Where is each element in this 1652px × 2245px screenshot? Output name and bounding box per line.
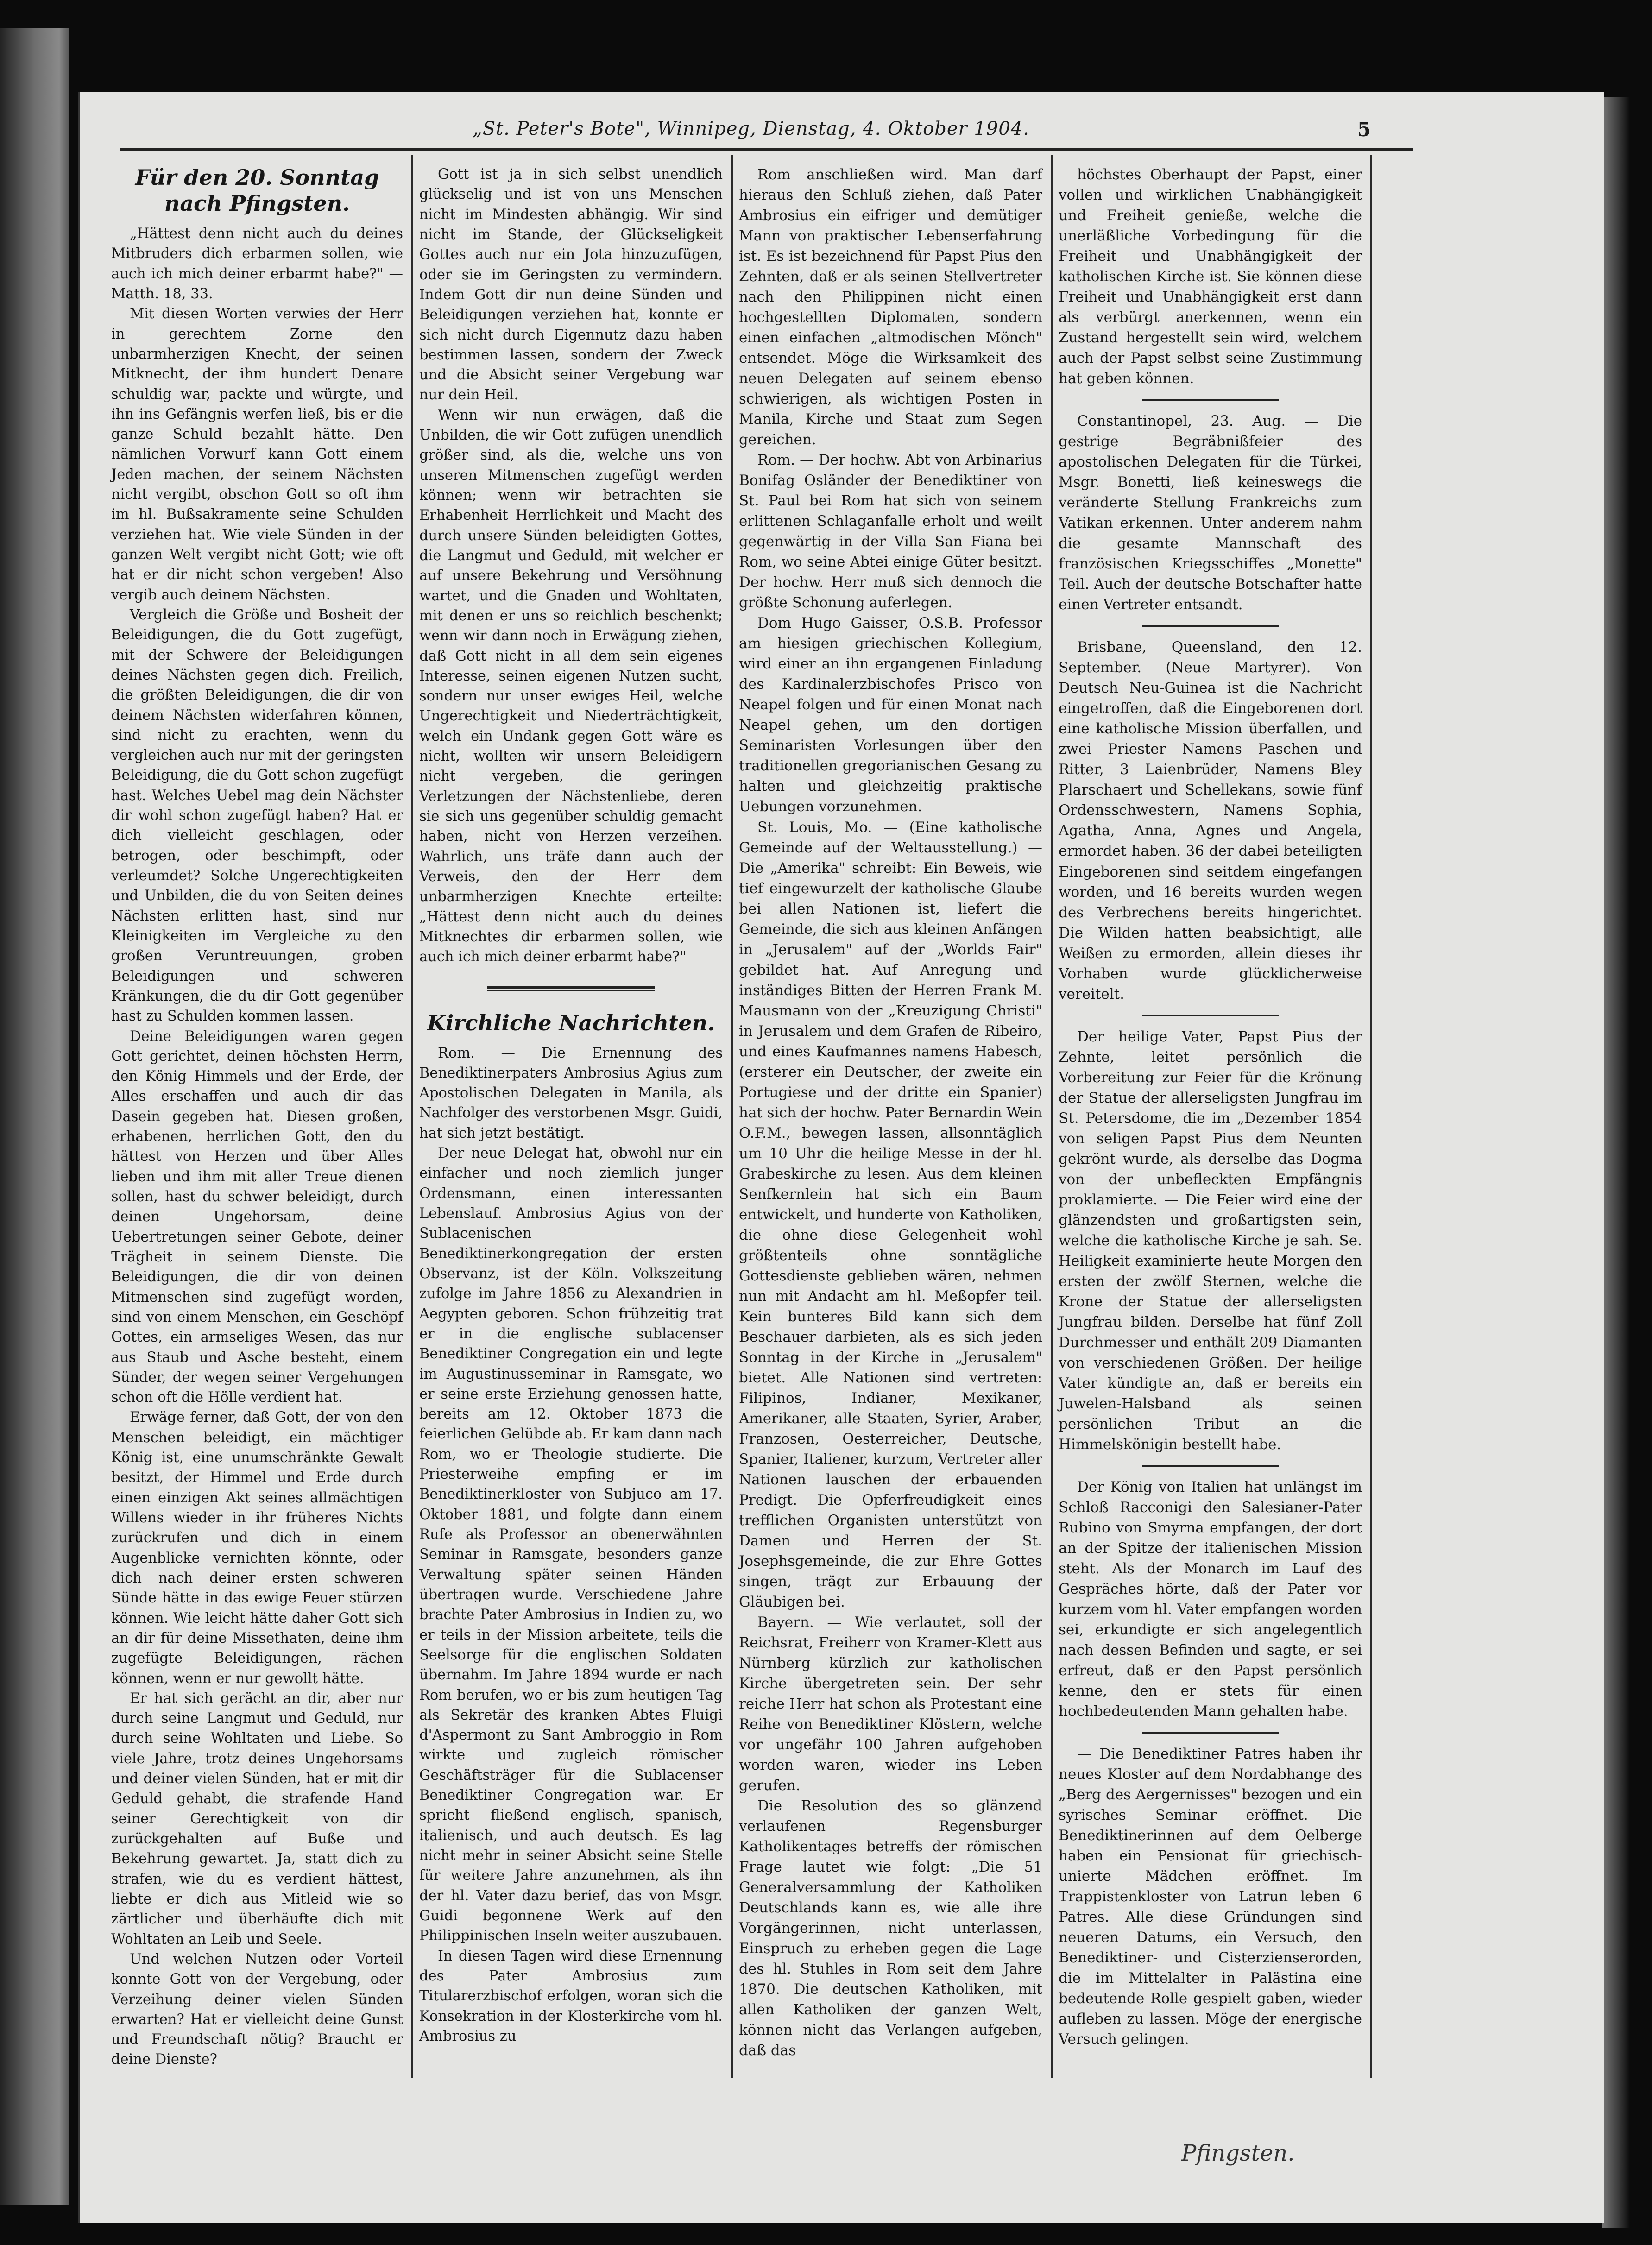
sermon-body: [111, 224, 403, 2070]
item-divider: [1142, 1732, 1279, 1734]
article-paragraph: Die Resolution des so glänzend verlaufenen Regensburger Katholikentages betreffs der römischen Frage lautet wie folgt: „Die 51 Generalversammlung der Katholiken Deutschlands kann es, wie alle ihre Vorgängerinnen, nicht unterlassen, Einspruch zu erheben gegen die Lage des hl. Stuhles in Rom seit dem Jahre 1870. Die deutschen Katholiken, mit allen Katholiken der ganzen Welt, können nicht das Verlangen aufgeben, daß das: [739, 1797, 1042, 2059]
page-number: 5: [1357, 118, 1371, 141]
article-paragraph: Der König von Italien hat unlängst im Schloß Racconigi den Salesianer-Pater Rubino von Smyrna empfangen, der dort an der Spitze der italienischen Mission steht. Als der Monarch im Lauf des Gespräches hörte, daß der Pater vor kurzem vom hl. Vater empfangen worden sei, erkundigte er sich angelegentlich nach dessen Befinden und sagte, er sei erfreut, daß er den Papst persönlich kenne, den er stets für einen hochbedeutenden Mann gehalten habe.: [1059, 1478, 1362, 1720]
column-2: [419, 164, 723, 2046]
column-divider: [731, 155, 733, 2078]
article-paragraph: Erwäge ferner, daß Gott, der von den Menschen beleidigt, ein mächtiger König ist, eine unumschränkte Gewalt besitzt, der Himmel und Erde durch einen einzigen Akt seines allmächtigen Willens wieder in ihr früheres Nichts zurückrufen und dich in einem Augenblicke vernichten könnte, oder dich nach deiner ersten schweren Sünde hätte in das ewige Feuer stürzen können. Wie leicht hätte daher Gott sich an dir für deine Missethaten, deine ihm zugefügte Beleidigungen, rächen können, wenn er nur gewollt hätte.: [111, 1409, 403, 1687]
column-divider: [411, 155, 413, 2078]
page-edge-shadow: [1602, 97, 1630, 2228]
news-item: [1059, 1477, 1362, 1722]
article-paragraph: Brisbane, Queensland, den 12. September. (Neue Martyrer). Von Deutsch Neu-Guinea ist die Nachricht eingetroffen, daß die Eingeborenen dort eine katholische Mission überfallen, und zwei Priester Namens Paschen und Ritter, 3 Laienbrüder, Namens Bley Plarschaert und Schellekans, sowie fünf Ordensschwestern, Namens Sophia, Agatha, Anna, Agnes und Angela, ermordet haben. 36 der dabei beteiligten Eingeborenen sind seitdem eingefangen worden, und 16 bereits wurden wegen des Verbrechens bereits hingerichtet. Die Wilden hatten beabsichtigt, alle Weißen zu ermorden, allein dieses ihr Vorhaben wurde glücklicherweise vereitelt.: [1059, 639, 1362, 1003]
item-divider: [1142, 625, 1279, 627]
news-item: [1059, 1744, 1362, 2050]
article-paragraph: Rom. — Der hochw. Abt von Arbinarius Bonifag Osländer der Benediktiner von St. Paul bei Rom hat sich von seinem erlittenen Schlaganfalle erholt und weilt gegenwärtig in der Villa San Fiana bei Rom, wo seine Abtei einige Güter besitzt. Der hochw. Herr muß sich dennoch die größte Schonung auferlegen.: [739, 452, 1042, 612]
article-paragraph: Bayern. — Wie verlautet, soll der Reichsrat, Freiherr von Kramer-Klett aus Nürnberg kürzlich zur katholischen Kirche übergetreten sein. Der sehr reiche Herr hat schon als Protestant eine Reihe von Benediktiner Klöstern, welche vor ungefähr 100 Jahren aufgehoben worden waren, wieder ins Leben gerufen.: [739, 1614, 1042, 1794]
header-rule: [120, 148, 1413, 151]
article-paragraph: Wenn wir nun erwägen, daß die Unbilden, die wir Gott zufügen unendlich größer sind, als die, welche uns von unseren Mitmenschen zugefügt werden können; wenn wir betrachten sie Erhabenheit Herrlichkeit und Macht des durch unsere Sünden beleidigten Gottes, die Langmut und Geduld, mit welcher er auf unsere Bekehrung und Versöhnung wartet, und die Gnaden und Wohltaten, mit denen er uns so reichlich beschenkt; wenn wir dann noch in Erwägung ziehen, daß Gott nicht in all dem sein eigenes Interesse, seinen eigenen Nutzen sucht, sondern nur unser ewiges Heil, welche Ungerechtigkeit und Niederträchtigkeit, welch ein Undank gegen Gott wäre es nicht, wollten wir unsern Beleidigern nicht vergeben, die geringen Verletzungen der Nächstenliebe, deren sie sich uns gegenüber schuldig gemacht haben, nicht von Herzen verzeihen. Wahrlich, uns träfe dann auch der Verweis, den der Herr dem unbarmherzigen Knechte erteilte: „Hättest denn nicht auch du deines Mitknechtes dir erbarmen sollen, wie auch ich mich deiner erbarmt habe?": [419, 407, 723, 965]
article-paragraph: höchstes Oberhaupt der Papst, einer vollen und wirklichen Unabhängigkeit und Freiheit genieße, welche die unerläßliche Vorbedingung für die Freiheit und Unabhängigkeit der katholischen Kirche ist. Sie können diese Freiheit und Unabhängigkeit erst dann als verbürgt anerkennen, wenn ein Zustand hergestellt sein wird, welchem auch der Papst selbst seine Zustimmung hat geben können.: [1059, 166, 1362, 387]
column-4: [1059, 164, 1362, 2050]
article-paragraph: Der neue Delegat hat, obwohl nur ein einfacher und noch ziemlich junger Ordensmann, einen interessanten Lebenslauf. Ambrosius Agius von der Sublacenischen Benediktinerkongregation der ersten Observanz, ist der Köln. Volkszeitung zufolge im Jahre 1856 zu Alexandrien in Aegypten geboren. Schon frühzeitig trat er in die englische sublacenser Benediktiner Congregation ein und legte im Augustinusseminar in Ramsgate, wo er seine erste Erziehung genossen hatte, bereits am 12. Oktober 1873 die feierlichen Gelübde ab. Er kam dann nach Rom, wo er Theologie studierte. Die Priesterweihe empfing er im Benediktinerkloster von Subjuco am 17. Oktober 1881, und folgte dann einem Rufe als Professor an obenerwähnten Seminar in Ramsgate, besonders ganze Verwaltung später seinen Händen übertragen wurde. Verschiedene Jahre brachte Pater Ambrosius in Indien zu, wo er teils in der Mission arbeitete, teils die Seelsorge für die englischen Soldaten übernahm. Im Jahre 1894 wurde er nach Rom berufen, wo er bis zum heutigen Tag als Sekretär des kranken Abtes Fluigi d'Aspermont zu Sant Ambroggio in Rom wirkte und zugleich römischer Geschäftsträger für die Sublacenser Benediktiner Congregation war. Er spricht fließend englisch, spanisch, italienisch, und auch deutsch. Es lag nicht mehr in seiner Absicht seine Stelle für weitere Jahre anzunehmen, als ihn der hl. Vater dazu berief, das von Msgr. Guidi begonnene Werk auf den Philippinischen Inseln weiter auszubauen.: [419, 1145, 723, 1944]
article-paragraph: Deine Beleidigungen waren gegen Gott gerichtet, deinen höchsten Herrn, den König Himmels und der Erde, der Alles erschaffen und auch dir das Dasein gegeben hat. Diesen großen, erhabenen, herrlichen Gott, den du hättest von Herzen und über Alles lieben und ihm mit aller Treue dienen sollen, hast du schwer beleidigt, durch deinen Ungehorsam, deine Uebertretungen seiner Gebote, deiner Trägheit in seinem Dienste. Die Beleidigungen, die dir von deinen Mitmenschen sind zugefügt worden, sind von einem Menschen, ein Geschöpf Gottes, ein armseliges Wesen, das nur aus Staub und Asche besteht, einem Sünder, der wegen seiner Vergehungen schon oft die Hölle verdient hat.: [111, 1028, 403, 1406]
article-paragraph: Gott ist ja in sich selbst unendlich glückselig und ist von uns Menschen nicht im Mindesten abhängig. Wir sind nicht im Stande, der Glückseligkeit Gottes auch nur ein Jota hinzuzufügen, oder sie im Geringsten zu vermindern. Indem Gott dir nun deine Sünden und Beleidigungen verziehen hat, konnte er sich nicht durch Eigennutz dazu haben bestimmen lassen, sondern der Zweck und die Absicht seiner Vergebung war nur dein Heil.: [419, 166, 723, 404]
article-paragraph: Rom anschließen wird. Man darf hieraus den Schluß ziehen, daß Pater Ambrosius ein eifriger und demütiger Mann von praktischer Lebenserfahrung ist. Es ist bezeichnend für Papst Pius den Zehnten, daß er als seinen Stellvertreter nach den Philippinen nicht einen hochgestellten Diplomaten, sondern einen einfachen „altmodischen Mönch" entsendet. Möge die Wirksamkeit des neuen Delegaten auf seinem ebenso schwierigen, als wichtigen Posten in Manila, Kirche und Staat zum Segen gereichen.: [739, 166, 1042, 448]
article-paragraph: „Hättest denn nicht auch du deines Mitbruders dich erbarmen sollen, wie auch ich mich deiner erbarmt habe?" — Matth. 18, 33.: [111, 226, 403, 302]
column-1: [111, 164, 403, 2070]
item-divider: [1142, 399, 1279, 401]
column-divider: [1051, 155, 1053, 2078]
masthead-line: „St. Peter's Bote", Winnipeg, Dienstag, 4. Oktober 1904.: [473, 118, 1029, 139]
article-paragraph: Dom Hugo Gaisser, O.S.B. Professor am hiesigen griechischen Kollegium, wird einer an ihn ergangenen Einladung des Kardinalerzbischofes Prisco von Neapel folgen und für einen Monat nach Neapel gehen, um den dortigen Seminaristen Vorlesungen über den traditionellen gregorianischen Gesang zu halten und gleichzeitig praktische Uebungen vorzunehmen.: [739, 615, 1042, 815]
news-body: [739, 164, 1042, 2061]
news-body: [419, 1043, 723, 2047]
column-3: [739, 164, 1042, 2061]
article-paragraph: Er hat sich gerächt an dir, aber nur durch seine Langmut und Geduld, nur durch seine Wohltaten und Liebe. So viele Jahre, trotz deines Ungehorsams und deiner vielen Sünden, hat er mit dir Geduld gehabt, die strafende Hand seiner Gerechtigkeit von dir zurückgehalten auf Buße und Bekehrung gewartet. Ja, statt dich zu strafen, wie du es verdient hättest, liebte er dich aus Mitleid wie so zärtlicher und überhäufte dich mit Wohltaten an Leib und Seele.: [111, 1690, 403, 1948]
article-paragraph: Der heilige Vater, Papst Pius der Zehnte, leitet persönlich die Vorbereitung zur Feier für die Krönung der Statue der allerseligsten Jungfrau im St. Petersdome, die im „Dezember 1854 von seligen Papst Pius dem Neunten gekrönt wurde, als derselbe das Dogma von der unbefleckten Empfängnis proklamierte. — Die Feier wird eine der glänzendsten und großartigsten sein, welche die katholische Kirche je sah. Se. Heiligkeit examinierte heute Morgen den ersten der zwölf Sternen, welche die Krone der Statue der allerseligsten Jungfrau bilden. Derselbe hat fünf Zoll Durchmesser und enthält 209 Diamanten von verschiedenen Größen. Der heilige Vater kündigte an, daß er bereits ein Juwelen-Halsband als seinen persönlichen Tribut an die Himmelskönigin bestellt habe.: [1059, 1028, 1362, 1453]
sermon-title: Für den 20. Sonntag nach Pfingsten.: [135, 165, 379, 216]
news-item: [1059, 1027, 1362, 1455]
article-paragraph: Mit diesen Worten verwies der Herr in gerechtem Zorne den unbarmherzigen Knecht, der seinen Mitknecht, der ihm hundert Denare schuldig war, packte und würgte, und ihn ins Gefängnis werfen ließ, bis er die ganze Schuld bezahlt hätte. Den nämlichen Vorwurf kann Gott einem Jeden machen, der seinem Nächsten nicht vergibt, obschon Gott so oft ihm im hl. Bußsakramente seine Schulden verziehen hat. Wie viele Sünden in der ganzen Welt vergibt nicht Gott; wie oft hat er dir nicht schon vergeben! Also vergib auch deinem Nächsten.: [111, 306, 403, 603]
news-item: [1059, 637, 1362, 1004]
news-item: [1059, 411, 1362, 615]
column-divider: [1370, 155, 1372, 2078]
article-paragraph: Constantinopel, 23. Aug. — Die gestrige Begräbnißfeier des apostolischen Delegaten für die Türkei, Msgr. Bonetti, ließ keineswegs die veränderte Stellung Frankreichs zum Vatikan erkennen. Unter anderem nahm die gesamte Mannschaft des französischen Kriegsschiffes „Monette" Teil. Auch der deutsche Botschafter hatte einen Vertreter entsandt.: [1059, 413, 1362, 613]
article-paragraph: Vergleich die Größe und Bosheit der Beleidigungen, die du Gott zugefügt, mit der Schwere der Beleidigungen deines Nächsten gegen dich. Freilich, die größten Beleidigungen, die dir von deinem Nächsten widerfahren können, sind nicht zu erachten, wenn du vergleichen auch nur mit der geringsten Beleidigung, die du Gott schon zugefügt hast. Welches Uebel mag dein Nächster dir wohl schon zugefügt haben? Hat er dich vielleicht geschlagen, oder betrogen, oder beschimpft, oder verleumdet? Solche Ungerechtigkeiten und Unbilden, die du von Seiten deines Nächsten erlitten hast, sind nur Kleinigkeiten im Vergleiche zu den großen Veruntreuungen, groben Beleidigungen und schweren Kränkungen, die du dir Gott gegenüber hast zu Schulden kommen lassen.: [111, 606, 403, 1025]
article-paragraph: — Die Benediktiner Patres haben ihr neues Kloster auf dem Nordabhange des „Berg des Aergernisses" bezogen und ein syrisches Seminar eröffnet. Die Benediktinerinnen auf dem Oelberge haben ein Pensionat für griechisch-unierte Mädchen eröffnet. Im Trappistenkloster von Latrun leben 6 Patres. Alle diese Gründungen sind neueren Datums, ein Versuch, den Benediktiner- und Cisterzienserorden, die im Mittelalter in Palästina eine bedeutende Rolle gespielt gaben, wieder aufleben zu lassen. Möge der energische Versuch gelingen.: [1059, 1746, 1362, 2048]
article-paragraph: In diesen Tagen wird diese Ernennung des Pater Ambrosius zum Titularerzbischof erfolgen, woran sich die Konsekration in der Klosterkirche vom hl. Ambrosius zu: [419, 1948, 723, 2044]
handwritten-margin-note: Pfingsten.: [1181, 2140, 1295, 2166]
item-divider: [1142, 1015, 1279, 1016]
previous-page-edge: [0, 28, 69, 2205]
sermon-continuation: [419, 164, 723, 967]
section-divider: [487, 986, 654, 991]
article-paragraph: St. Louis, Mo. — (Eine katholische Gemeinde auf der Weltausstellung.) — Die „Amerika" schreibt: Ein Beweis, wie tief eingewurzelt der katholische Glaube bei allen Nationen ist, liefert die Gemeinde, die sich aus kleinen Anfängen in „Jerusalem" auf der „Worlds Fair" gebildet hat. Auf Anregung und inständiges Bitten der Herren Frank M. Mausmann von der „Kreuzigung Christi" in Jerusalem und dem Grafen de Ribeiro, und eines Kaufmannes namens Habesch, (ersterer ein Deutscher, der zweite ein Portugiese und der dritte ein Spanier) hat sich der hochw. Pater Bernardin Wein O.F.M., bewegen lassen, allsonntäglich um 10 Uhr die heilige Messe in der hl. Grabeskirche zu lesen. Aus dem kleinen Senfkernlein hat sich ein Baum entwickelt, und hunderte von Katholiken, die ohne diese Gelegenheit wohl größtenteils ohne sonntägliche Gottesdienste geblieben wären, nehmen nun mit Andacht am hl. Meßopfer teil. Kein bunteres Bild kann sich dem Beschauer darbieten, als es sich jeden Sonntag in der Kirche in „Jerusalem" bietet. Alle Nationen sind vertreten: Filipinos, Indianer, Mexikaner, Amerikaner, alle Staaten, Syrier, Araber, Franzosen, Oesterreicher, Deutsche, Spanier, Italiener, kurzum, Vertreter aller Nationen lauschen der erbauenden Predigt. Die Opferfreudigkeit eines trefflichen Organisten unterstützt von Damen und Herren der St. Josephsgemeinde, die zur Ehre Gottes singen, trägt zur Erbauung der Gläubigen bei.: [739, 819, 1042, 1611]
article-paragraph: Und welchen Nutzen oder Vorteil konnte Gott von der Vergebung, oder Verzeihung deiner vielen Sünden erwarten? Hat er vielleicht deine Gunst und Freundschaft nötig? Braucht er deine Dienste?: [111, 1951, 403, 2068]
article-paragraph: Rom. — Die Ernennung des Benediktinerpaters Ambrosius Agius zum Apostolischen Delegaten in Manila, als Nachfolger des verstorbenen Msgr. Guidi, hat sich jetzt bestätigt.: [419, 1045, 723, 1141]
section-title: Kirchliche Nachrichten.: [427, 1010, 715, 1035]
news-item: [1059, 164, 1362, 389]
item-divider: [1142, 1465, 1279, 1467]
